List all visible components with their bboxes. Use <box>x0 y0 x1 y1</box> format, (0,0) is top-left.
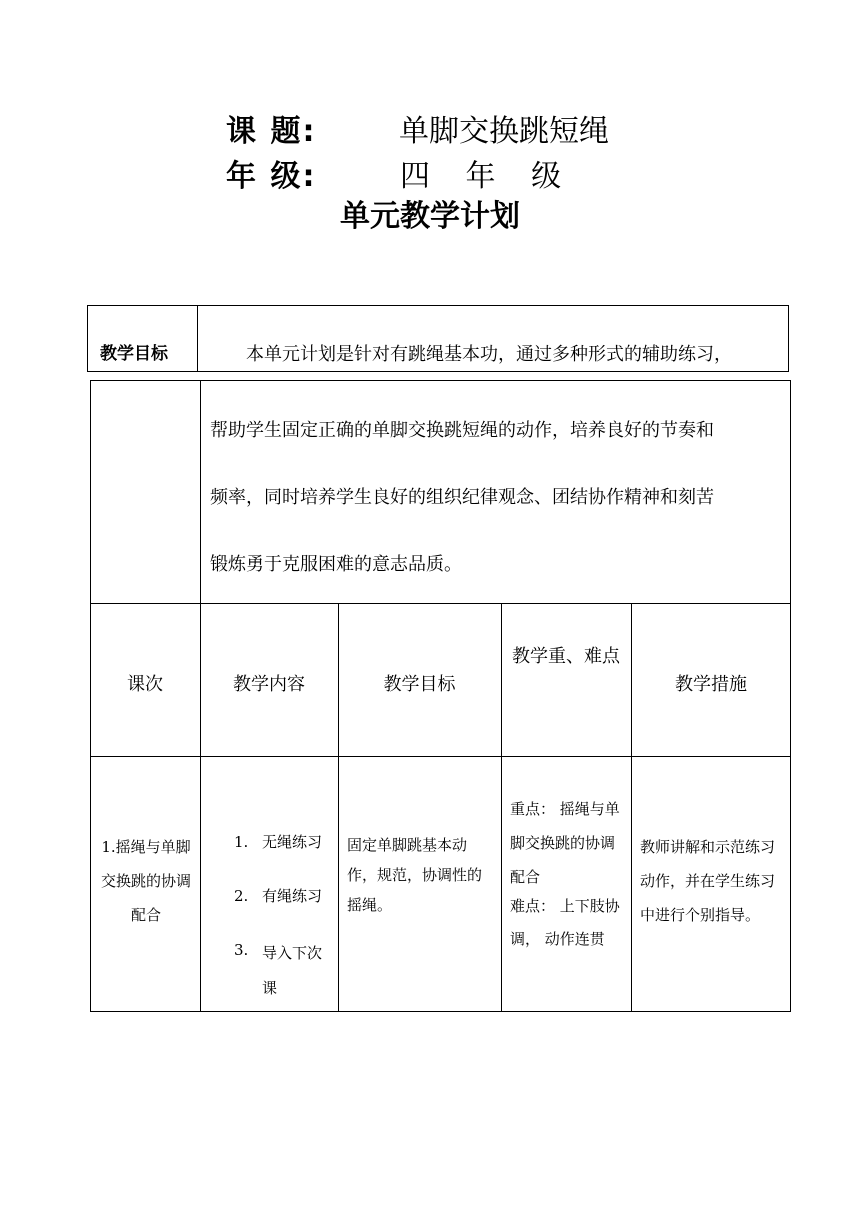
list-number: 2. <box>234 887 249 905</box>
goal-divider-top <box>197 305 198 372</box>
grade-line <box>226 160 316 194</box>
row-divider-goal <box>90 603 791 604</box>
content-list <box>234 828 332 1006</box>
header-key-points: 教学重、难点 <box>512 646 620 667</box>
topic-line <box>226 115 316 149</box>
header-measures: 教学措施 <box>675 674 747 695</box>
topic-label: 课 题: <box>226 114 317 149</box>
list-text: 有绳练习 <box>262 887 323 905</box>
row-divider-header <box>90 756 791 757</box>
goal-line-3: 频率，同时培养学生良好的组织纪律观念、团结协作精神和刻苦 <box>210 487 714 508</box>
col-divider-4 <box>631 603 632 1012</box>
grade-label: 年 级: <box>226 159 317 194</box>
list-text: 无绳练习 <box>262 833 323 851</box>
col-divider-2 <box>338 603 339 1012</box>
grade-value: 四 年 级 <box>400 159 562 194</box>
cell-measures: 教师讲解和示范练习动作，并在学生练习中进行个别指导。 <box>640 838 776 924</box>
list-number: 1. <box>234 833 249 851</box>
cell-key-points: 重点： 摇绳与单脚交换跳的协调配合 <box>510 800 620 886</box>
cell-lesson: 1.摇绳与单脚交换跳的协调配合 <box>100 838 191 924</box>
goal-line-1: 本单元计划是针对有跳绳基本功，通过多种形式的辅助练习， <box>246 344 732 365</box>
goal-line-2: 帮助学生固定正确的单脚交换跳短绳的动作，培养良好的节奏和 <box>210 420 714 441</box>
list-number: 3. <box>234 941 249 959</box>
cell-objective: 固定单脚跳基本动作，规范，协调性的摇绳。 <box>347 836 483 914</box>
col-divider-3 <box>501 603 502 1012</box>
plan-title: 单元教学计划 <box>340 199 520 234</box>
list-item <box>234 828 332 856</box>
list-text: 导入下次课 <box>262 944 323 997</box>
list-item <box>234 936 332 1006</box>
header-content: 教学内容 <box>233 674 305 695</box>
goal-label: 教学目标 <box>100 344 168 364</box>
header-objective: 教学目标 <box>383 674 456 695</box>
topic-value: 单脚交换跳短绳 <box>399 114 609 149</box>
list-item <box>234 882 332 910</box>
cell-difficulties: 难点： 上下肢协调， 动作连贯 <box>510 897 620 948</box>
goal-line-4: 锻炼勇于克服困难的意志品质。 <box>210 554 462 575</box>
header-lesson: 课次 <box>127 674 163 695</box>
